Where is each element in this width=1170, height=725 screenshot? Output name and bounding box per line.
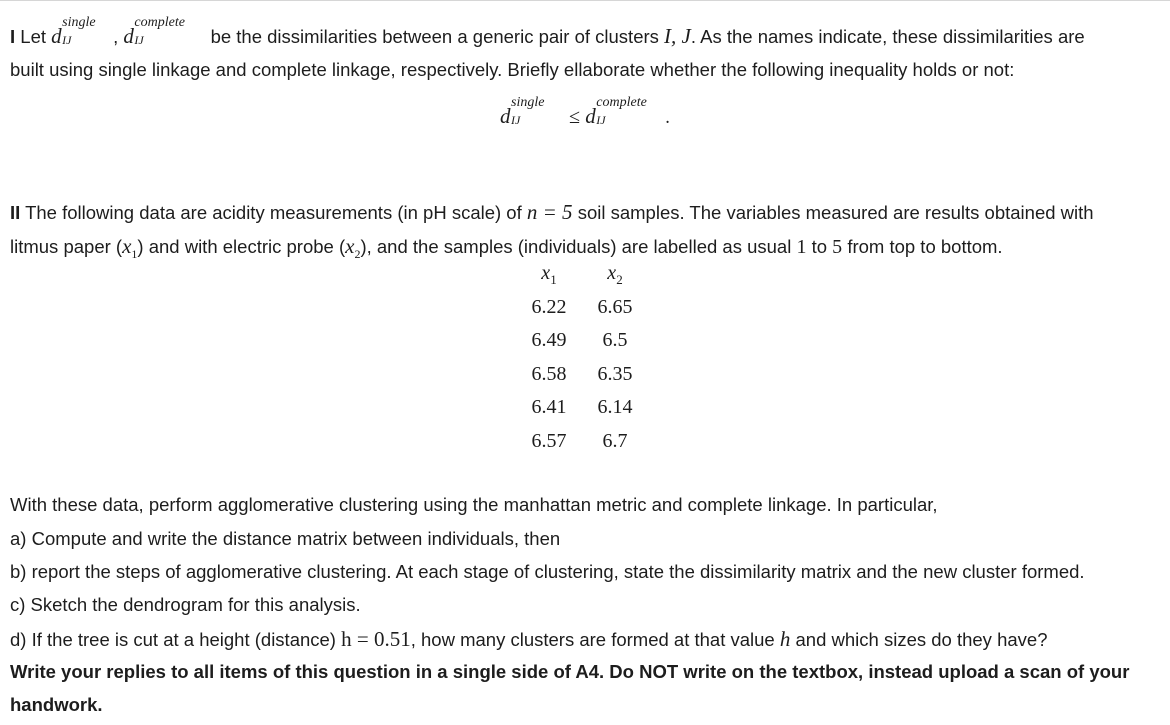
table-cell: 6.41 — [531, 396, 567, 419]
let-word: Let — [20, 26, 46, 47]
part2-line2: litmus paper $(x_1)$ and with electric probe $(x_2)$, and the samples (individuals) are labelled as usual 1 to 5 from top to bottom. — [10, 234, 1003, 261]
table-row — [520, 329, 652, 363]
task-d: d) If the tree is cut at a height (distance) h = 0.51, how many clusters are formed at that value h and which sizes do they have? — [10, 627, 1048, 651]
instructions-line1: Write your replies to all items of this question in a single side of A4. Do NOT write on the textbox, instead upload a scan of your — [10, 661, 1130, 682]
part2-label: II — [10, 202, 21, 223]
leq-symbol: ≤ — [569, 106, 581, 128]
inequality: d single IJ ≤ d complete IJ . — [500, 95, 670, 128]
h-symbol: h — [779, 627, 791, 651]
table-row — [520, 396, 652, 430]
tasks-intro: With these data, perform agglomerative clustering using the manhattan metric and complete linkage. In particular, — [10, 494, 938, 515]
table-cell: 6.22 — [531, 295, 567, 318]
part1-label: I — [10, 26, 16, 47]
table-cell: 6.7 — [602, 429, 628, 452]
header-x2: $x_2$ — [607, 262, 623, 287]
table-cell: 6.14 — [597, 396, 633, 419]
inequality-lhs: d single IJ — [500, 95, 545, 128]
d-single-symbol: d single IJ — [51, 15, 96, 48]
top-border — [0, 0, 1170, 1]
inequality-rhs: d complete IJ — [585, 95, 647, 128]
x1-symbol: $x_1$ — [122, 234, 138, 261]
task-a: a) Compute and write the distance matrix between individuals, then — [10, 528, 561, 549]
part1-text1: be the dissimilarities between a generic pair of clusters — [210, 26, 659, 47]
task-c: c) Sketch the dendrogram for this analysis. — [10, 594, 361, 615]
table-cell: 6.65 — [597, 295, 633, 318]
part1-line1: I Let d single IJ , d complete IJ be the dissimilarities between a generic pair of clusters I, J. As the names indicate, these dissimilarities are — [10, 15, 1085, 48]
part2-line1: II The following data are acidity measurements (in pH scale) of n = 5 soil samples. The variables measured are results obtained with — [10, 200, 1094, 224]
h-equation: h = 0.51 — [341, 627, 411, 651]
table-row — [520, 363, 652, 397]
table-row — [520, 430, 652, 464]
task-b: b) report the steps of agglomerative clustering. At each stage of clustering, state the dissimilarity matrix and the new cluster formed. — [10, 561, 1085, 582]
clusters-symbol: I, J — [664, 24, 691, 48]
table-row — [520, 296, 652, 330]
table-cell: 6.49 — [531, 329, 567, 352]
data-table — [520, 262, 652, 464]
part1-line2: built using single linkage and complete linkage, respectively. Briefly ellaborate whether the following inequality holds or not: — [10, 59, 1015, 80]
table-cell: 6.58 — [531, 362, 567, 385]
header-x1: $x_1$ — [541, 262, 557, 287]
instructions-line2: handwork. — [10, 694, 103, 715]
x2-symbol: $x_2$ — [345, 234, 361, 261]
n-equation: n = 5 — [526, 200, 573, 224]
part1-text2: . As the names indicate, these dissimilarities are — [690, 26, 1085, 47]
table-cell: 6.5 — [602, 329, 628, 352]
table-header — [520, 262, 652, 296]
table-cell: 6.57 — [531, 429, 567, 452]
table-cell: 6.35 — [597, 362, 633, 385]
d-complete-symbol: d complete IJ — [123, 15, 185, 48]
